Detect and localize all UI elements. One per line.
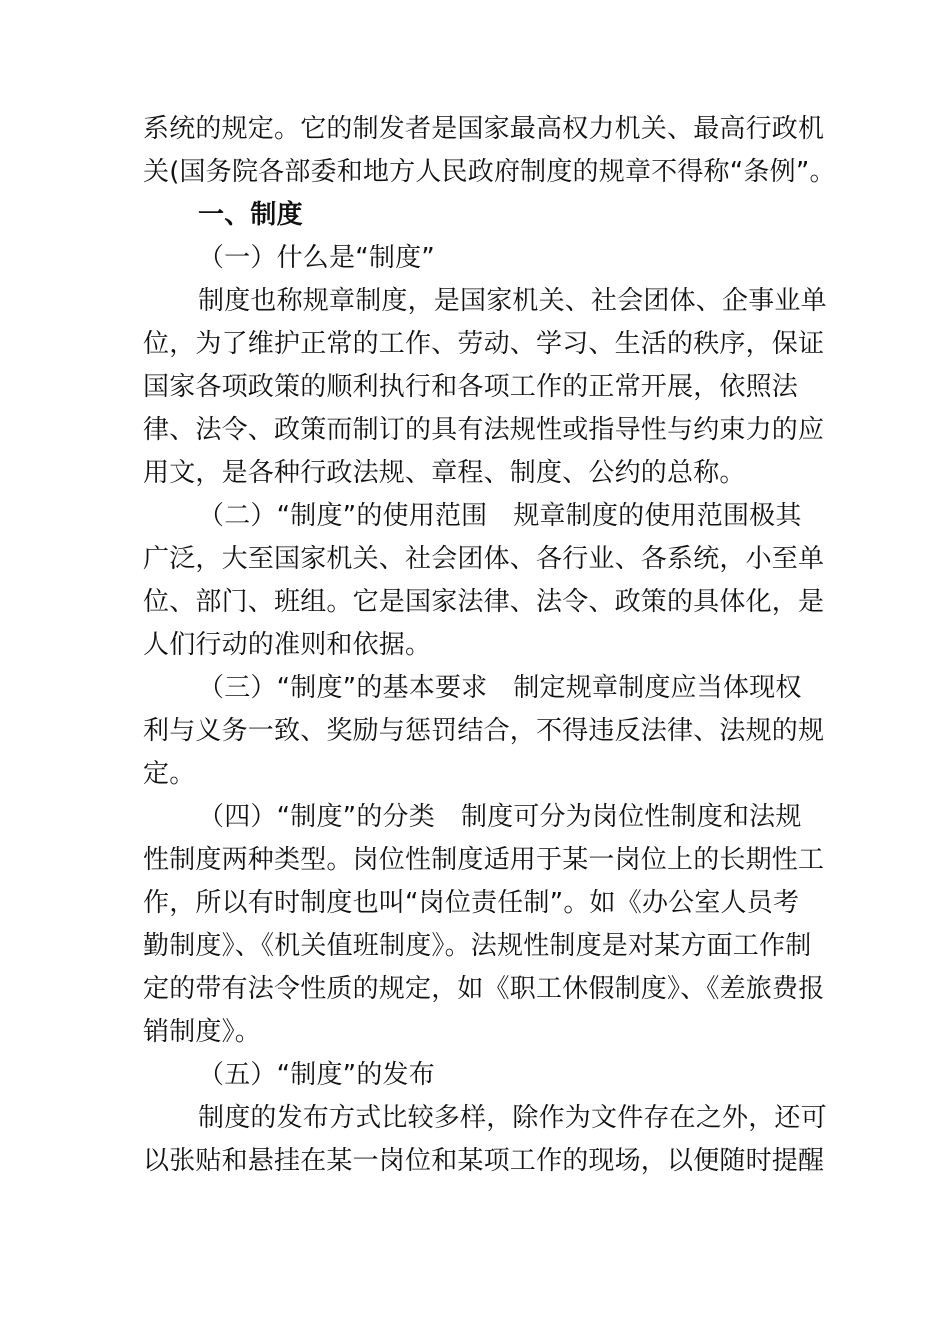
text-line: 国家各项政策的顺利执行和各项工作的正常开展，依照法 [143,372,799,402]
text-line: 利与义务一致、奖励与惩罚结合，不得违反法律、法规的规 [143,716,825,746]
subsection-line [143,495,833,538]
subsection-line [143,796,833,839]
subsection-text: 制定规章制度应当体现权 [513,673,802,703]
text-line: 以张贴和悬挂在某一岗位和某项工作的现场，以便随时提醒 [143,1146,825,1176]
text-line: 广泛，大至国家机关、社会团体、各行业、各系统，小至单 [143,544,825,574]
subsection-heading: （三）“制度”的基本要求 [198,673,488,703]
text-line: 销制度》。 [143,1017,262,1047]
text-line: 定。 [143,759,196,789]
subsection-text: 制度可分为岗位性制度和法规 [460,802,802,832]
paragraph-line: 制度的发布方式比较多样，除作为文件存在之外，还可 [198,1103,827,1133]
text-line: 系统的规定。它的制发者是国家最高权力机关、最高行政机 [143,114,825,144]
text-line: 用文，是各种行政法规、章程、制度、公约的总称。 [143,458,746,488]
text-line: 勤制度》、《机关值班制度》。法规性制度是对某方面工作制 [143,931,812,961]
subsection-text: 规章制度的使用范围极其 [513,501,802,531]
subsection-heading: （五）“制度”的发布 [198,1060,435,1090]
text-line: 作，所以有时制度也叫“岗位责任制”。如《办公室人员考 [143,888,800,918]
paragraph-line: 制度也称规章制度，是国家机关、社会团体、企事业单 [198,286,827,316]
text-line: 人们行动的准则和依据。 [143,630,432,660]
text-line: 定的带有法令性质的规定，如《职工休假制度》、《差旅费报 [143,974,825,1004]
subsection-line [143,667,833,710]
text-line: 性制度两种类型。岗位性制度适用于某一岗位上的长期性工 [143,845,825,875]
subsection-heading: （二）“制度”的使用范围 [198,501,488,531]
text-line: 关(国务院各部委和地方人民政府制度的规章不得称“条例”。 [143,157,836,187]
subsection-heading: （四）“制度”的分类 [198,802,435,832]
text-line: 位、部门、班组。它是国家法律、法令、政策的具体化，是 [143,587,825,617]
subsection-heading: （一）什么是“制度” [198,243,435,273]
text-line: 律、法令、政策而制订的具有法规性或指导性与约束力的应 [143,415,825,445]
section-heading: 一、制度 [198,200,303,230]
document-body [143,108,836,1183]
text-line: 位，为了维护正常的工作、劳动、学习、生活的秩序，保证 [143,329,825,359]
